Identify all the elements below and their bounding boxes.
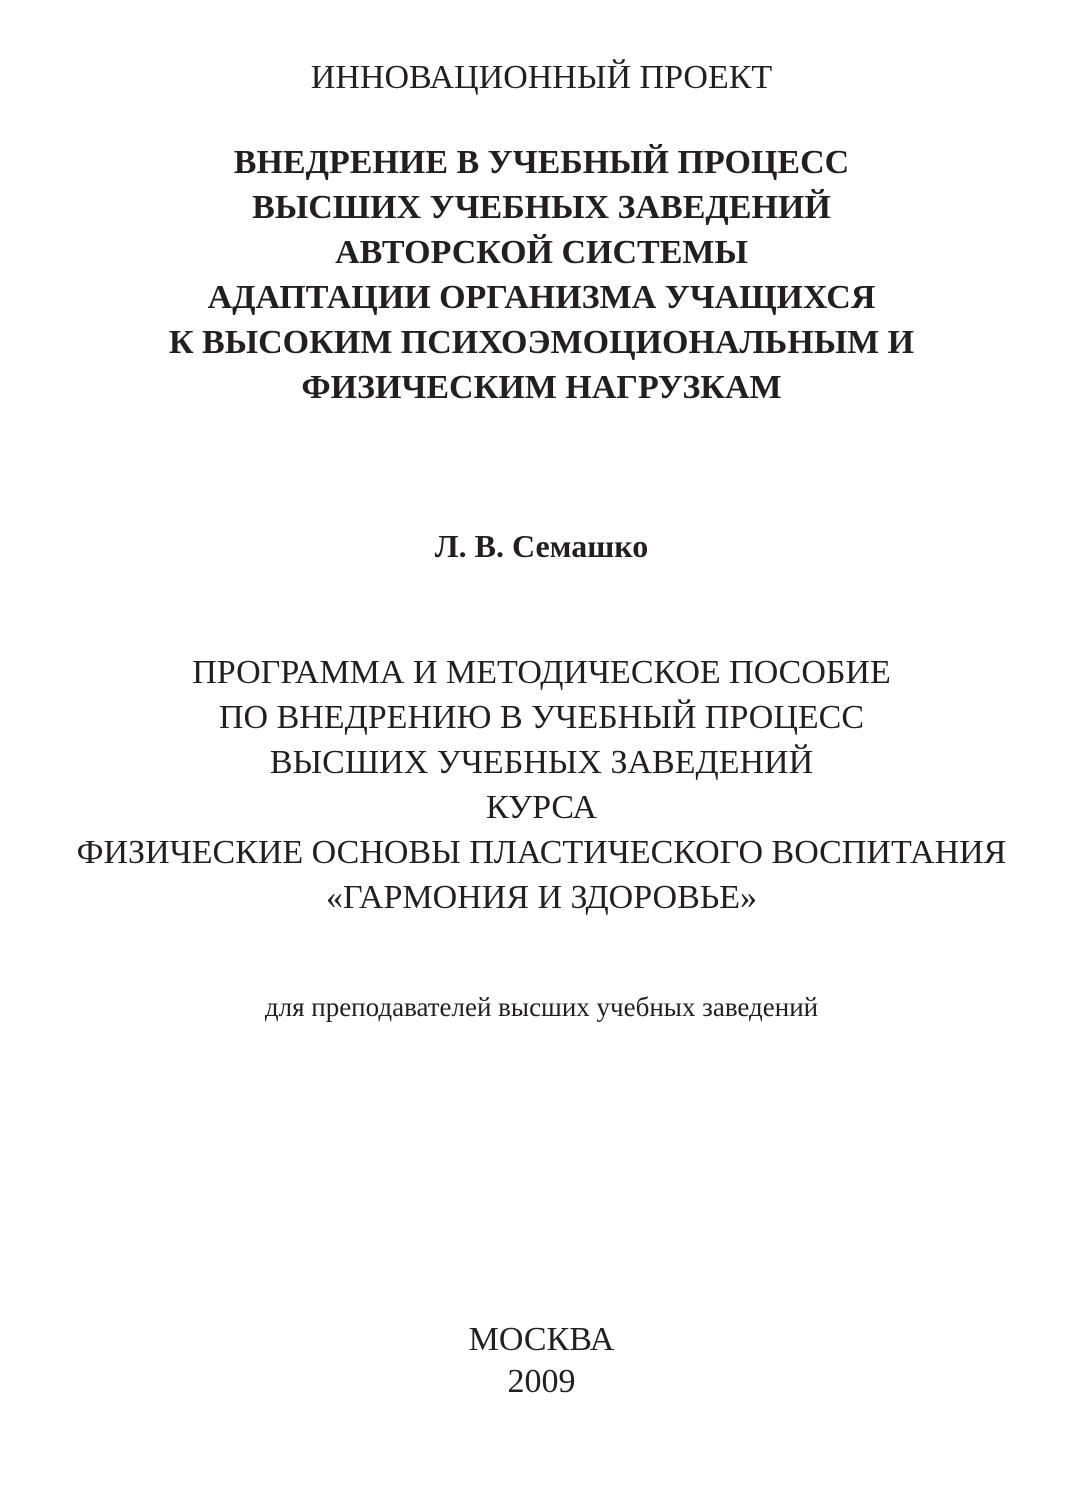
- main-title-line: ВЫСШИХ УЧЕБНЫХ ЗАВЕДЕНИЙ: [252, 189, 831, 226]
- main-title-line: ВНЕДРЕНИЕ В УЧЕБНЫЙ ПРОЦЕСС: [233, 144, 850, 181]
- author-name: Л. В. Семашко: [434, 528, 649, 564]
- main-title-line: АДАПТАЦИИ ОРГАНИЗМА УЧАЩИХСЯ: [207, 279, 876, 316]
- publication-city: МОСКВА: [468, 1321, 615, 1358]
- subtitle-line: ФИЗИЧЕСКИЕ ОСНОВЫ ПЛАСТИЧЕСКОГО ВОСПИТАНИЯ: [76, 834, 1007, 871]
- main-title-line: ФИЗИЧЕСКИМ НАГРУЗКАМ: [301, 369, 782, 406]
- main-title-line: АВТОРСКОЙ СИСТЕМЫ: [335, 234, 748, 271]
- project-kicker: ИННОВАЦИОННЫЙ ПРОЕКТ: [310, 59, 773, 96]
- main-title-line: К ВЫСОКИМ ПСИХОЭМОЦИОНАЛЬНЫМ И: [168, 324, 915, 361]
- subtitle-line: ПРОГРАММА И МЕТОДИЧЕСКОЕ ПОСОБИЕ: [192, 654, 891, 691]
- subtitle-line: ПО ВНЕДРЕНИЮ В УЧЕБНЫЙ ПРОЦЕСС: [218, 699, 865, 736]
- subtitle-line: ВЫСШИХ УЧЕБНЫХ ЗАВЕДЕНИЙ: [269, 744, 814, 781]
- subtitle-line: «ГАРМОНИЯ И ЗДОРОВЬЕ»: [325, 879, 758, 916]
- publication-year: 2009: [507, 1363, 576, 1400]
- subtitle-line: КУРСА: [486, 789, 597, 826]
- subtitle: [0, 650, 1083, 920]
- target-audience: для преподавателей высших учебных заведений: [264, 992, 819, 1022]
- main-title: [0, 140, 1083, 410]
